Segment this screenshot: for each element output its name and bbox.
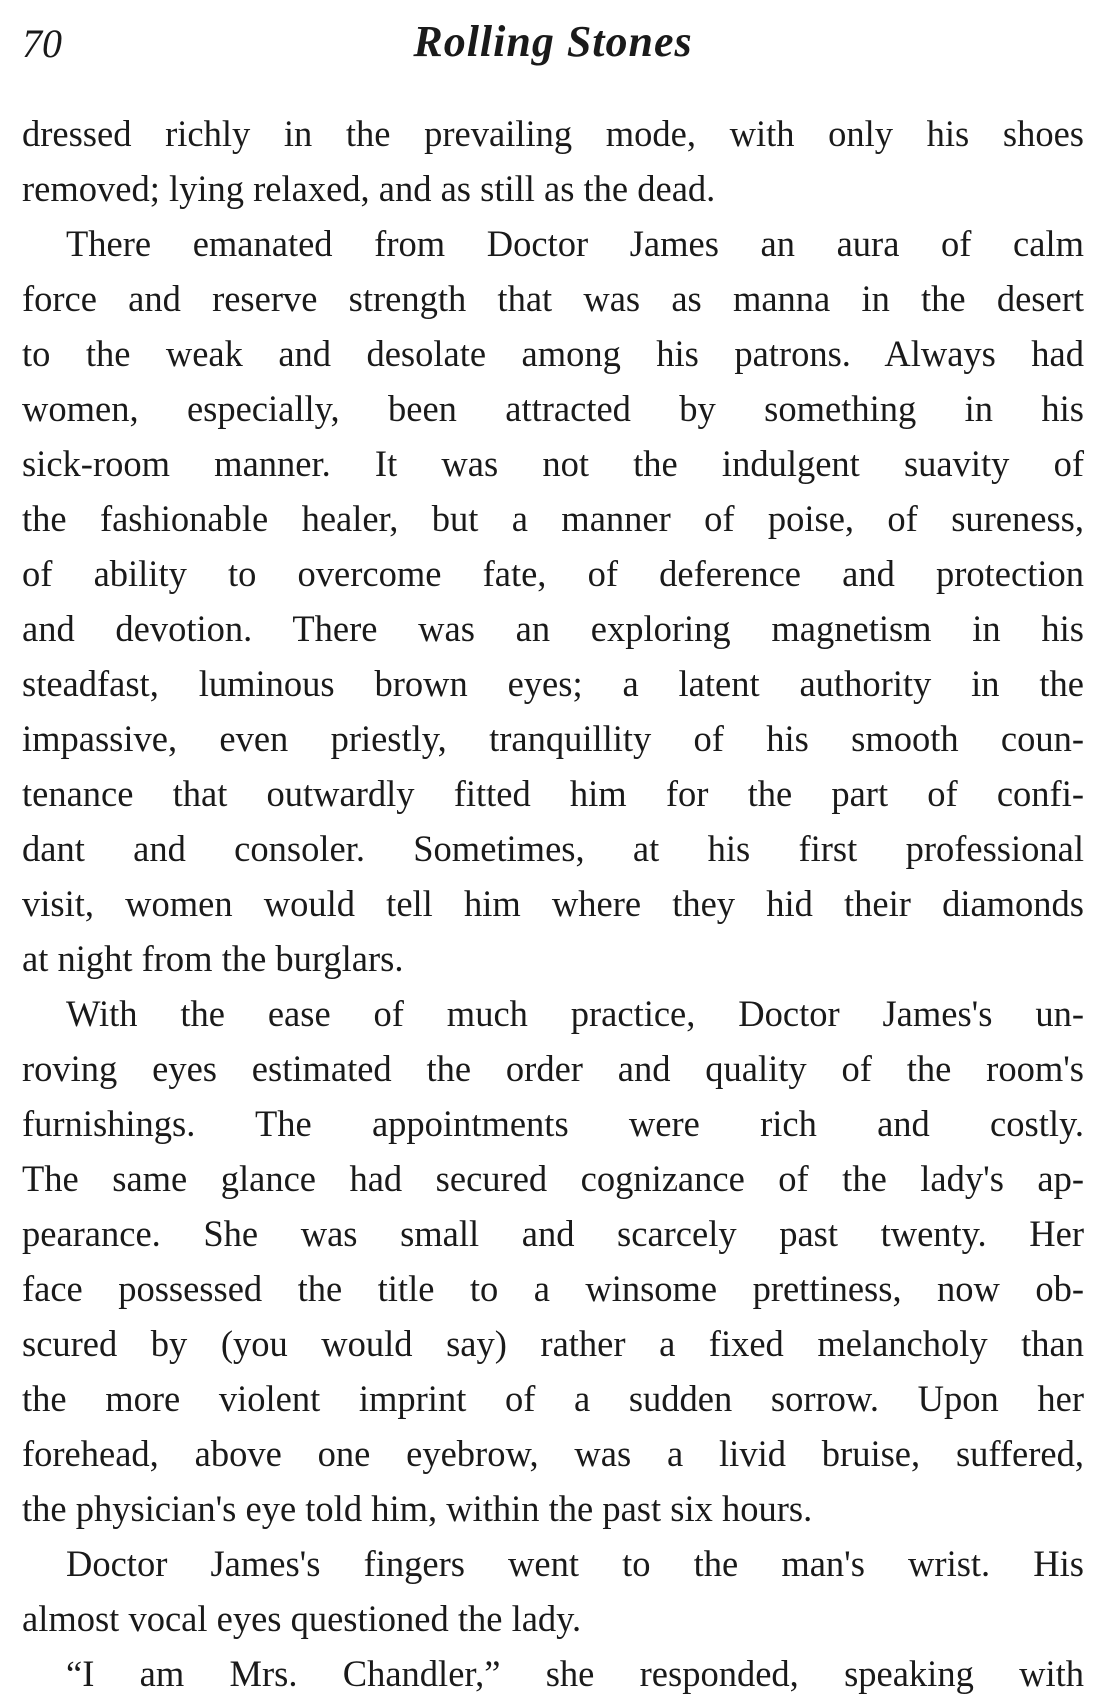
text-line: pearance. She was small and scarcely past twenty. Her	[22, 1213, 1084, 1254]
paragraph	[22, 106, 1084, 216]
text-line: women, especially, been attracted by something in his	[22, 388, 1084, 429]
text-line: the more violent imprint of a sudden sorrow. Upon her	[22, 1378, 1084, 1419]
text-line: steadfast, luminous brown eyes; a latent authority in the	[22, 663, 1084, 704]
text-line: dressed richly in the prevailing mode, with only his shoes	[22, 113, 1084, 154]
paragraph	[22, 1536, 1084, 1646]
text-line: dant and consoler. Sometimes, at his first professional	[22, 828, 1084, 869]
text-line: the physician's eye told him, within the past six hours.	[22, 1488, 813, 1529]
paragraph	[22, 216, 1084, 986]
text-line: of ability to overcome fate, of deference and protection	[22, 553, 1084, 594]
text-line: tenance that outwardly fitted him for the part of confi-	[22, 773, 1084, 814]
text-line: almost vocal eyes questioned the lady.	[22, 1598, 582, 1639]
text-line: With the ease of much practice, Doctor James's un-	[66, 993, 1084, 1034]
text-line: There emanated from Doctor James an aura of calm	[66, 223, 1084, 264]
text-line: furnishings. The appointments were rich and costly.	[22, 1103, 1084, 1144]
text-line: face possessed the title to a winsome prettiness, now ob-	[22, 1268, 1084, 1309]
text-line: impassive, even priestly, tranquillity of his smooth coun-	[22, 718, 1084, 759]
book-page	[22, 14, 1084, 1701]
page-number: 70	[22, 21, 62, 66]
text-line: visit, women would tell him where they hid their diamonds	[22, 883, 1084, 924]
text-line: the fashionable healer, but a manner of poise, of sureness,	[22, 498, 1084, 539]
text-line: and devotion. There was an exploring magnetism in his	[22, 608, 1084, 649]
paragraph	[22, 986, 1084, 1536]
text-line: scured by (you would say) rather a fixed melancholy than	[22, 1323, 1084, 1364]
text-line: “I am Mrs. Chandler,” she responded, speaking with	[66, 1653, 1084, 1694]
text-line: force and reserve strength that was as manna in the desert	[22, 278, 1084, 319]
text-line: removed; lying relaxed, and as still as the dead.	[22, 168, 716, 209]
text-line: to the weak and desolate among his patrons. Always had	[22, 333, 1084, 374]
running-head	[22, 14, 1084, 76]
text-line: forehead, above one eyebrow, was a livid bruise, suffered,	[22, 1433, 1084, 1474]
body-text	[22, 106, 1084, 1701]
running-title: Rolling Stones	[413, 17, 693, 66]
text-line: Doctor James's fingers went to the man's wrist. His	[66, 1543, 1084, 1584]
text-line: The same glance had secured cognizance of the lady's ap-	[22, 1158, 1084, 1199]
text-line: sick-room manner. It was not the indulgent suavity of	[22, 443, 1084, 484]
text-line: at night from the burglars.	[22, 938, 404, 979]
text-line: roving eyes estimated the order and quality of the room's	[22, 1048, 1084, 1089]
